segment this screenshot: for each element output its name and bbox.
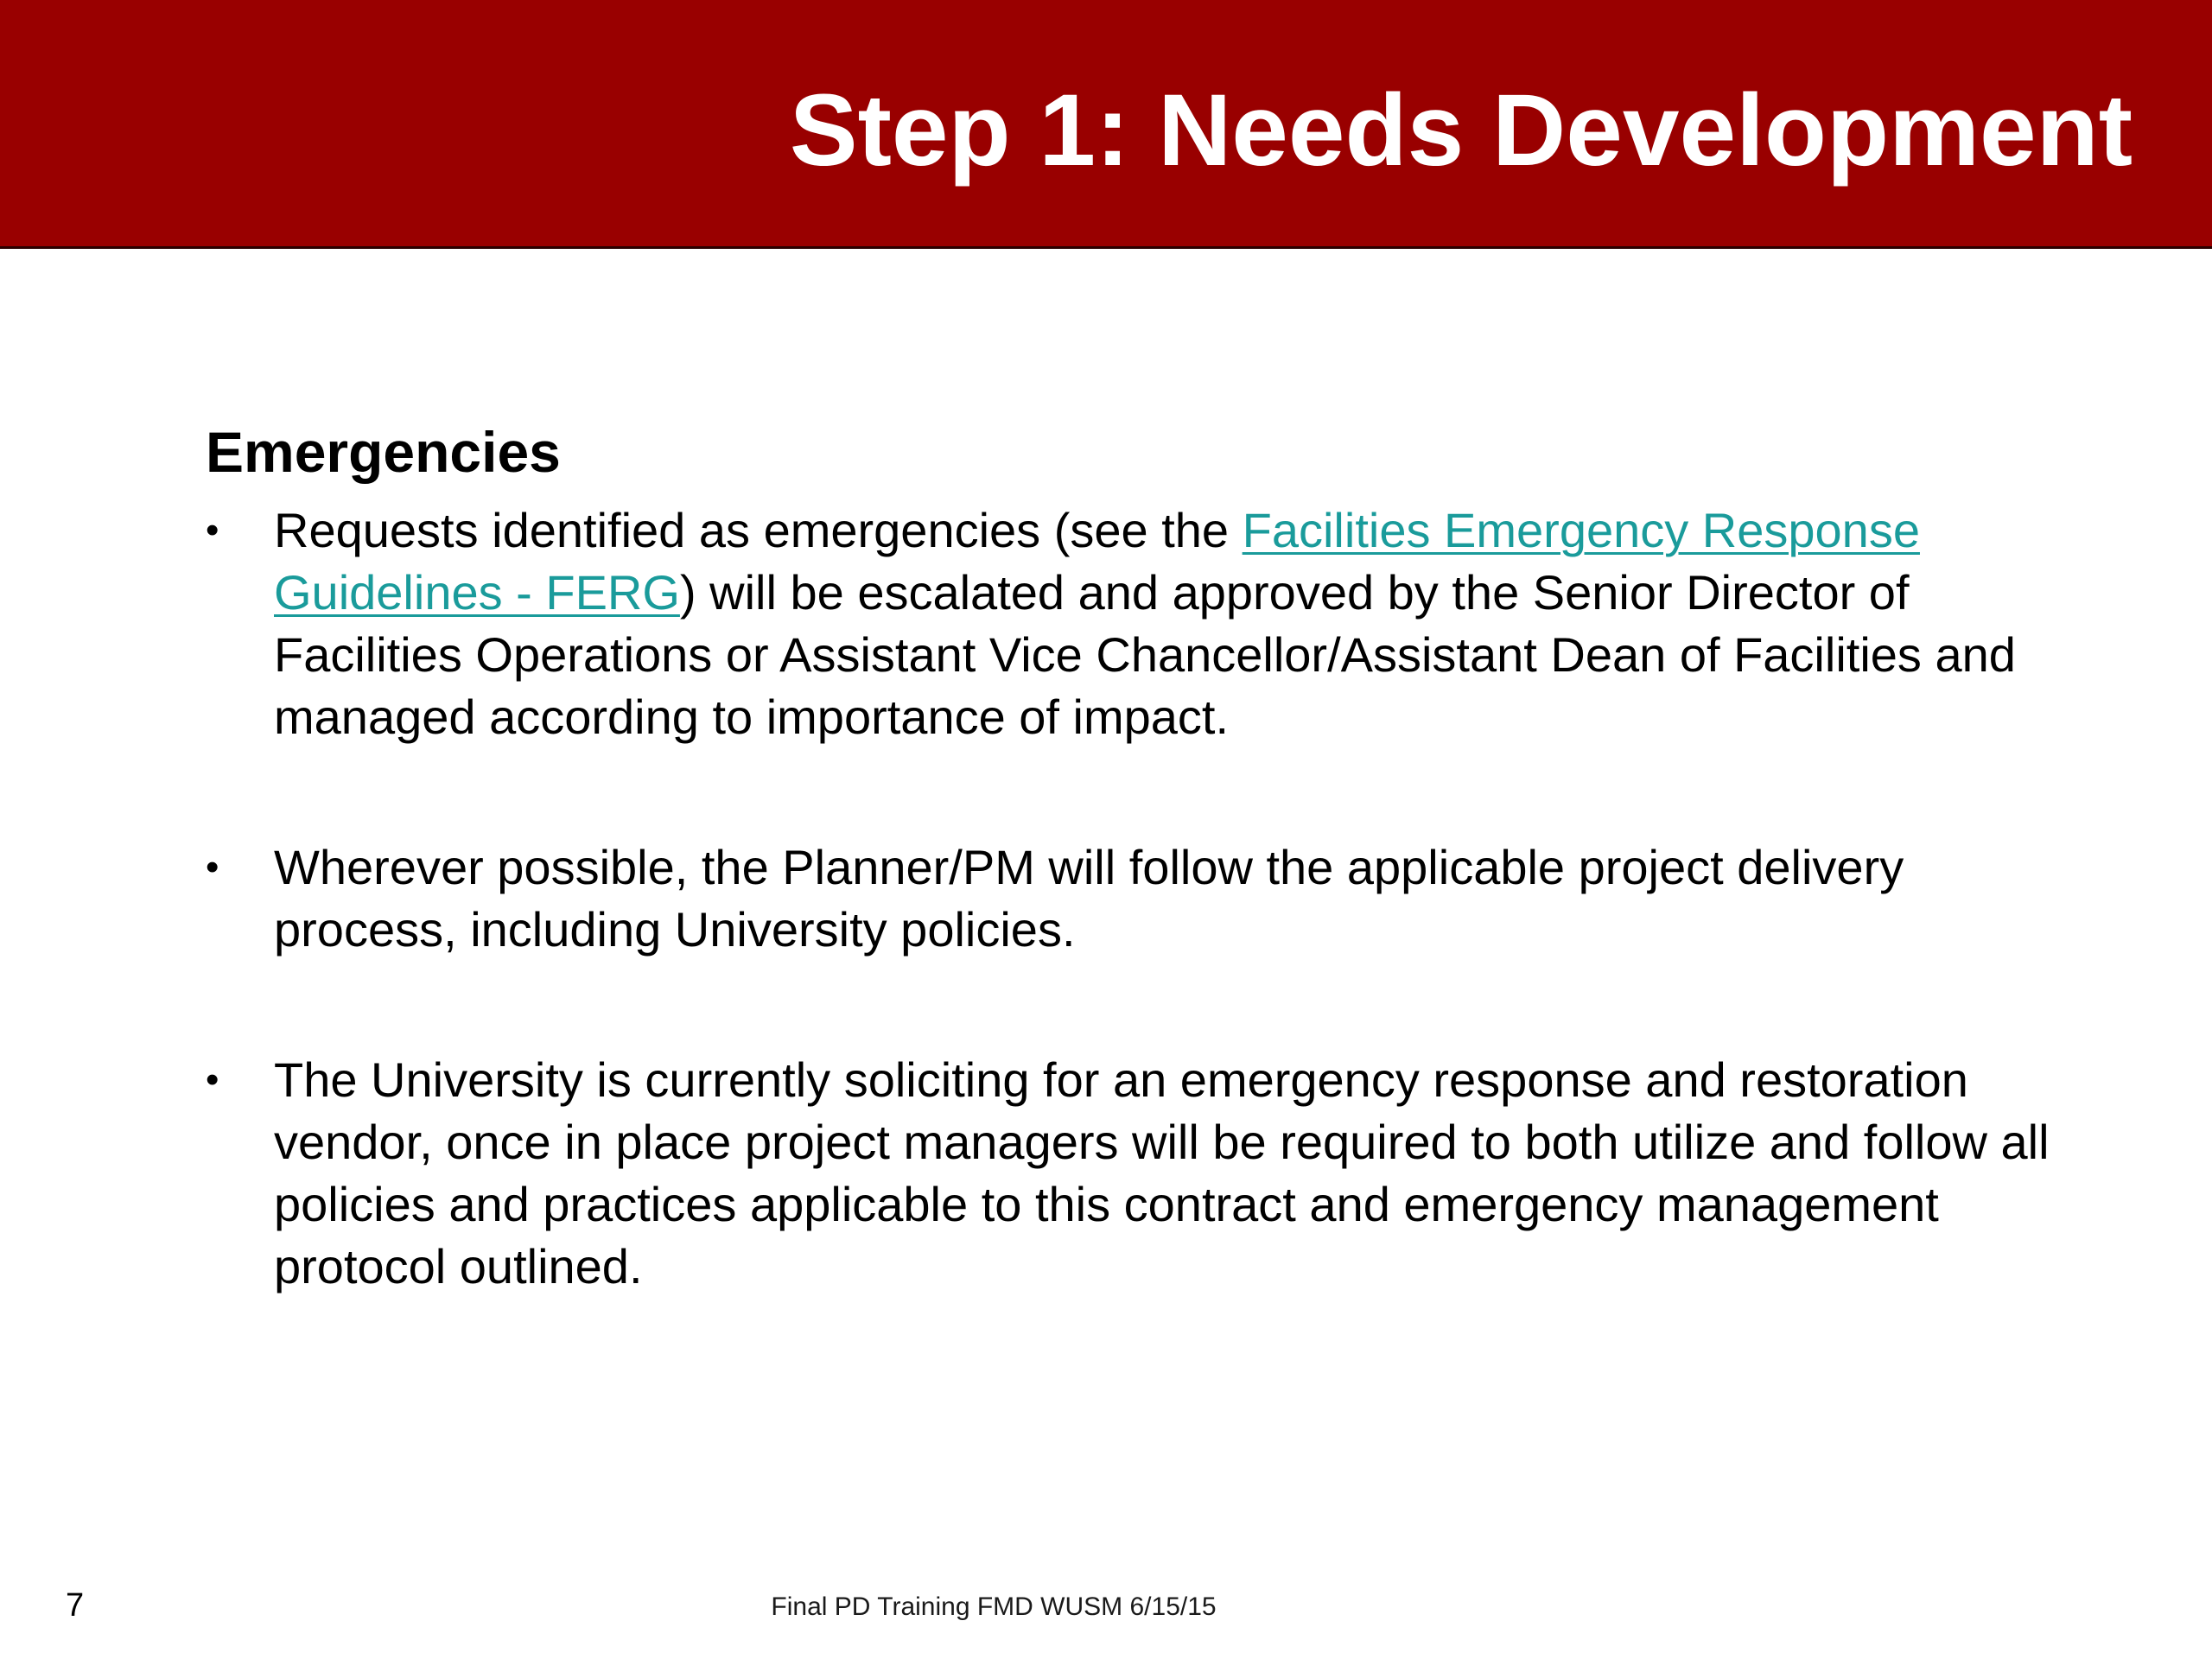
bullet-item-emergency-requests [206,499,2081,748]
slide-title: Step 1: Needs Development [789,73,2133,188]
title-banner [0,0,2212,249]
footer-text: Final PD Training FMD WUSM 6/15/15 [771,1592,1217,1621]
bullet-text: The University is currently soliciting for an emergency response and restoration vendor, once in place project managers will be required to both utilize and follow all policies and practices applicable to this contract and emergency management protocol outlined. [274,1052,2050,1294]
bullet-text: Wherever possible, the Planner/PM will follow the applicable project delivery process, including University policies. [274,840,1904,957]
bullet-icon: • [206,509,219,551]
ferg-guidelines-link[interactable]: Facilities Emergency Response Guidelines - FERG [274,503,1920,620]
bullet-item-restoration-vendor [206,1049,2081,1298]
bullet-text-after-link: ) will be escalated and approved by the Senior Director of Facilities Operations or Assistant Vice Chancellor/Assistant Dean of Facilities and managed according to importance of impact. [274,565,2016,744]
bullet-icon: • [206,1058,219,1101]
bullet-text-before-link: Requests identified as emergencies (see the [274,503,1243,557]
bullet-item-project-delivery [206,836,2081,961]
bullet-list [206,499,2081,1298]
slide-number: 7 [66,1587,85,1624]
bullet-icon: • [206,846,219,888]
slide-body [206,413,2081,1298]
section-heading: Emergencies [206,420,561,484]
